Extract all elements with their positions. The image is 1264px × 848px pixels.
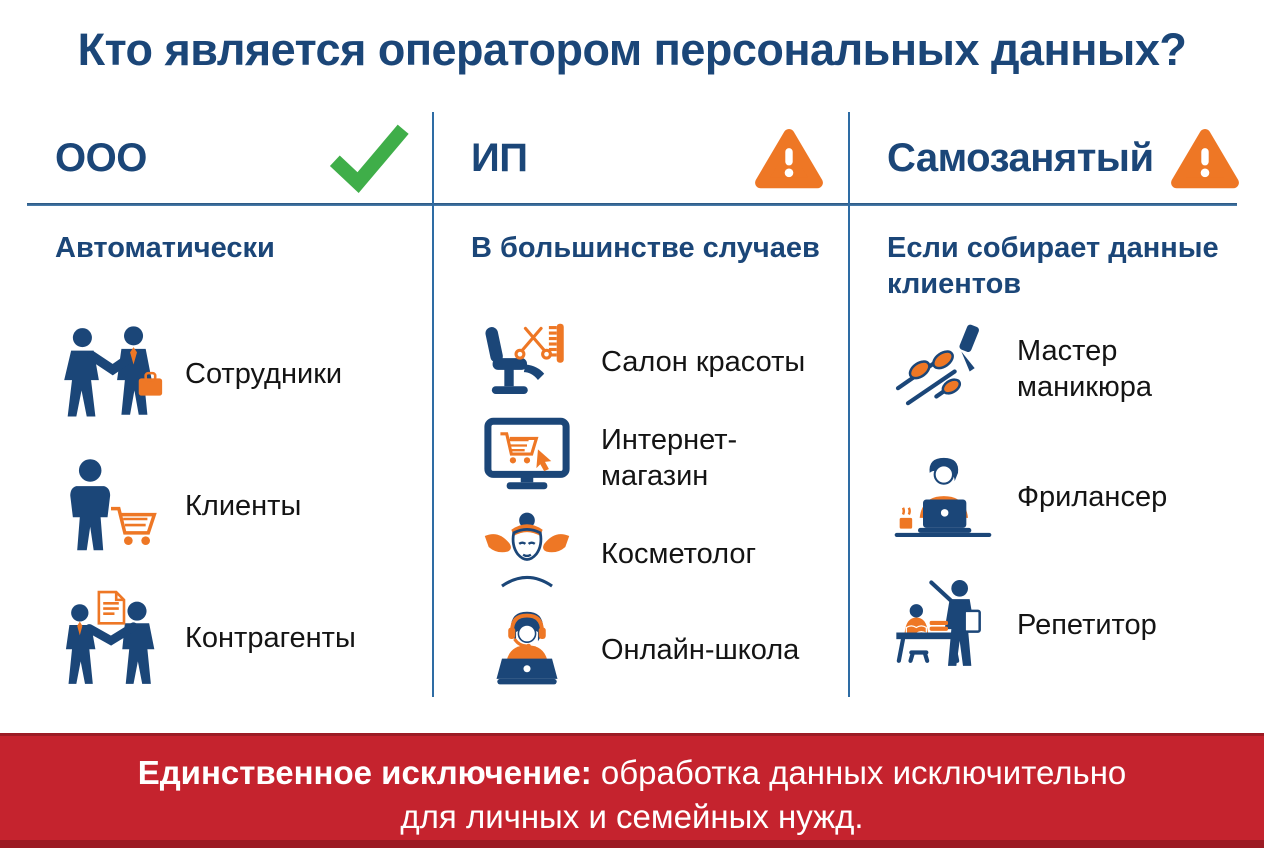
item-label: Салон красоты [601, 346, 806, 378]
item-label: Интернет-магазин [601, 424, 738, 492]
manicure-icon [887, 318, 999, 420]
column-ooo-subtitle: Автоматически [55, 232, 275, 264]
beauty-salon-icon [471, 318, 583, 406]
item-label: Клиенты [185, 490, 302, 522]
exception-banner [0, 733, 1264, 848]
item-label: Фрилансер [1017, 481, 1168, 513]
column-ip [434, 112, 850, 697]
column-ip-title: ИП [471, 135, 528, 180]
list-item [471, 606, 836, 694]
online-store-icon [471, 414, 583, 502]
item-label: Косметолог [601, 538, 757, 570]
banner-regular-text: обработка данных исключительно [600, 754, 1127, 791]
item-label: Репетитор [1017, 609, 1157, 641]
warning-icon [1168, 125, 1242, 191]
list-item [55, 582, 420, 694]
item-label: Онлайн-школа [601, 634, 800, 666]
warning-icon [752, 125, 826, 191]
tutor-icon [887, 574, 999, 676]
list-item [471, 414, 836, 502]
contract-partners-icon [55, 582, 167, 694]
columns-container [0, 112, 1264, 697]
column-ooo-header [55, 112, 420, 204]
column-self-employed-subtitle: Если собирает данные клиентов [887, 232, 1219, 300]
item-label: Контрагенты [185, 622, 356, 654]
handshake-employees-icon [55, 318, 167, 430]
list-item [55, 318, 420, 430]
banner-line-2: для личных и семейных нужд. [400, 798, 864, 835]
cosmetologist-icon [471, 510, 583, 598]
column-ooo-title: ООО [55, 135, 147, 180]
list-item [471, 510, 836, 598]
item-label: Мастер маникюра [1017, 335, 1152, 403]
check-icon [328, 122, 410, 194]
page-title: Кто является оператором персональных данных? [77, 24, 1187, 75]
banner-line-1 [0, 751, 1264, 795]
column-ip-subtitle: В большинстве случаев [471, 232, 820, 264]
column-self-employed-title: Самозанятый [887, 135, 1154, 180]
freelancer-icon [887, 446, 999, 548]
online-school-icon [471, 606, 583, 694]
client-cart-icon [55, 450, 167, 562]
list-item [887, 446, 1252, 548]
column-ip-header [471, 112, 836, 204]
banner-bold-text: Единственное исключение: [137, 754, 592, 791]
column-ooo [0, 112, 434, 697]
column-ip-items [471, 318, 836, 694]
column-self-employed-items [887, 318, 1252, 676]
item-label: Сотрудники [185, 358, 343, 390]
column-self-employed-header [887, 112, 1252, 204]
column-ooo-items [55, 318, 420, 694]
list-item [887, 574, 1252, 676]
list-item [471, 318, 836, 406]
list-item [887, 318, 1252, 420]
list-item [55, 450, 420, 562]
column-self-employed [850, 112, 1264, 697]
